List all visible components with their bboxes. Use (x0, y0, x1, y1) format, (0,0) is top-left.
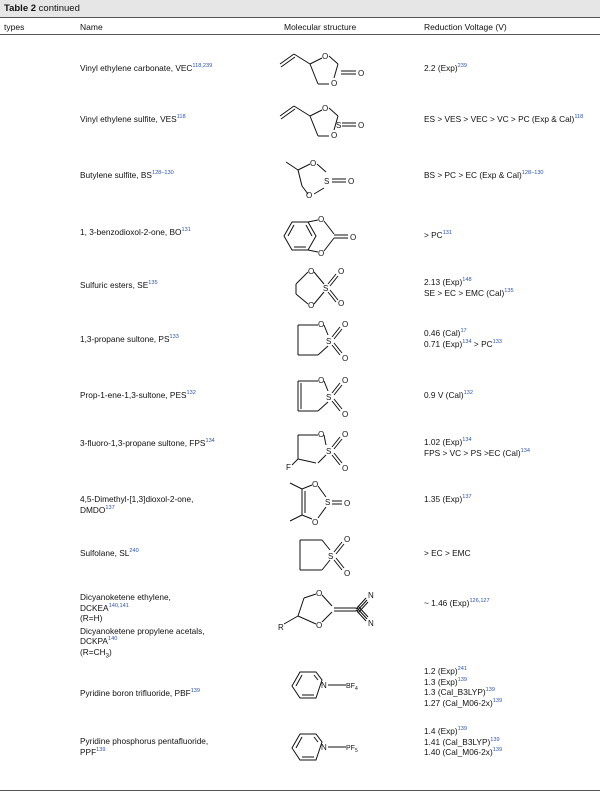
svg-text:S: S (336, 121, 342, 130)
svg-text:O: O (310, 159, 317, 168)
name-dmdo: 4,5-Dimethyl-[1,3]dioxol-2-one, DMDO$^{137}$ (80, 494, 194, 515)
voltage-fps: 1.02 (Exp)$^{134}$ FPS > VC > PS >EC (Cal)$^{134}$ (424, 437, 530, 458)
structure-ppf (288, 722, 388, 777)
svg-text:O: O (342, 376, 349, 385)
svg-text:O: O (342, 464, 349, 473)
name-dckea: Dicyanoketene ethylene, DCKEA$^{140,141}$ (R=H) Dicyanoketene propylene acetals, DCKPA$^{140}$ $(R=CH_3)$ (80, 592, 205, 660)
svg-text:BF4: $BF_4$ (346, 683, 358, 692)
svg-text:S: S (326, 393, 332, 402)
header-types: types (4, 22, 25, 32)
svg-text:O: O (344, 499, 351, 508)
voltage-ppf: 1.4 (Exp)$^{139}$ 1.41 (Cal_B3LYP)$^{139}$ 1.40 (Cal_M06-2x)$^{139}$ (424, 726, 503, 757)
voltage-bo: > $PC^{131}$ (424, 230, 453, 240)
svg-text:O: O (338, 267, 345, 276)
structure-fps (286, 425, 376, 485)
svg-text:S: S (328, 552, 334, 561)
name-vec: Vinyl ethylene carbonate, VEC$^{118,239}$ (80, 63, 213, 73)
svg-text:N: N (321, 743, 327, 752)
header-voltage: Reduction Voltage (V) (424, 22, 507, 32)
structure-vec (276, 44, 386, 99)
svg-text:O: O (318, 320, 325, 329)
svg-text:O: O (331, 131, 338, 140)
name-pes: Prop-1-ene-1,3-sultone, PES$^{132}$ (80, 390, 196, 400)
name-fps: 3-fluoro-1,3-propane sultone, FPS$^{134}$ (80, 438, 215, 448)
svg-text:S: S (326, 337, 332, 346)
name-ves: Vinyl ethylene sulfite, VES$^{118}$ (80, 114, 186, 124)
svg-text:O: O (342, 410, 349, 419)
svg-text:O: O (348, 177, 355, 186)
svg-text:O: O (316, 589, 323, 598)
voltage-vec: 2.2 (Exp)$^{239}$ (424, 63, 468, 73)
svg-text:O: O (344, 535, 351, 544)
structure-pbf (288, 660, 388, 715)
svg-text:O: O (308, 267, 315, 276)
caption-text: continued (38, 3, 80, 14)
svg-text:S: S (324, 177, 330, 186)
svg-text:O: O (358, 69, 365, 78)
name-se: Sulfuric esters, SE$^{135}$ (80, 280, 158, 290)
table-caption (0, 0, 600, 17)
svg-text:O: O (318, 430, 325, 439)
svg-text:N: N (368, 591, 374, 600)
table-label: Table 2 (4, 3, 37, 14)
structure-pes (290, 371, 370, 431)
voltage-ps: 0.46 (Cal)$^{17}$ 0.71 $(Exp)^{134} > PC^{133}$ (424, 328, 502, 349)
svg-text:S: S (325, 498, 331, 507)
header-name: Name (80, 22, 103, 32)
svg-text:O: O (318, 215, 325, 224)
voltage-bs: BS > PC > EC (Exp & Cal)$^{128-130}$ (424, 170, 544, 180)
svg-text:O: O (306, 191, 313, 200)
svg-text:O: O (342, 430, 349, 439)
svg-text:O: O (316, 621, 323, 630)
name-bs: Butylene sulfite, BS$^{128-130}$ (80, 170, 174, 180)
svg-text:N: N (321, 681, 327, 690)
structure-dmdo (288, 477, 368, 537)
svg-text:R: R (278, 623, 284, 632)
svg-text:F: F (286, 463, 291, 472)
structure-ps (290, 315, 370, 375)
name-ps: 1,3-propane sultone, PS$^{133}$ (80, 334, 179, 344)
voltage-se: 2.13 (Exp)$^{148}$ SE > EC > EMC (Cal)$^{135}$ (424, 277, 514, 298)
svg-text:O: O (344, 569, 351, 578)
svg-text:O: O (322, 52, 329, 61)
structure-se (290, 262, 370, 317)
svg-text:O: O (358, 121, 365, 130)
svg-text:O: O (312, 480, 319, 489)
svg-text:S: S (323, 284, 329, 293)
svg-text:O: O (312, 518, 319, 527)
name-ppf: Pyridine phosphorus pentafluoride, PPF$^{139}$ (80, 736, 209, 757)
svg-text:S: S (326, 447, 332, 456)
voltage-pbf: 1.2 (Exp)$^{241}$ 1.3 (Exp)$^{139}$ 1.3 (Cal_B3LYP)$^{139}$ 1.27 (Cal_M06-2x)$^{139}$ (424, 666, 503, 708)
name-sl: Sulfolane, SL$^{240}$ (80, 548, 139, 558)
voltage-dckea: ~ 1.46 (Exp)$^{126,127}$ (424, 598, 490, 608)
voltage-sl: > EC > EMC (424, 548, 471, 558)
table-header (0, 17, 600, 35)
svg-text:PF5: $PF_5$ (346, 745, 358, 754)
voltage-ves: ES > VES > VEC > VC > PC (Exp & Cal)$^{118}$ (424, 114, 584, 124)
svg-text:O: O (322, 104, 329, 113)
voltage-pes: 0.9 V (Cal)$^{132}$ (424, 390, 473, 400)
svg-text:O: O (338, 299, 345, 308)
structure-bo (280, 210, 390, 265)
svg-text:N: N (368, 619, 374, 628)
svg-text:O: O (318, 376, 325, 385)
svg-text:O: O (342, 354, 349, 363)
structure-ves (276, 98, 386, 153)
structure-bs (276, 152, 386, 207)
svg-text:O: O (342, 320, 349, 329)
name-pbf: Pyridine boron trifluoride, PBF$^{139}$ (80, 688, 201, 698)
table-bottom-rule (0, 790, 600, 791)
svg-text:O: O (318, 249, 325, 258)
svg-text:O: O (350, 233, 357, 242)
svg-text:O: O (331, 79, 338, 88)
svg-text:O: O (308, 301, 315, 310)
structure-dckea (276, 580, 396, 645)
header-structure: Molecular structure (284, 22, 357, 32)
name-bo: 1, 3-benzodioxol-2-one, BO$^{131}$ (80, 227, 191, 237)
voltage-dmdo: 1.35 (Exp)$^{137}$ (424, 494, 472, 504)
